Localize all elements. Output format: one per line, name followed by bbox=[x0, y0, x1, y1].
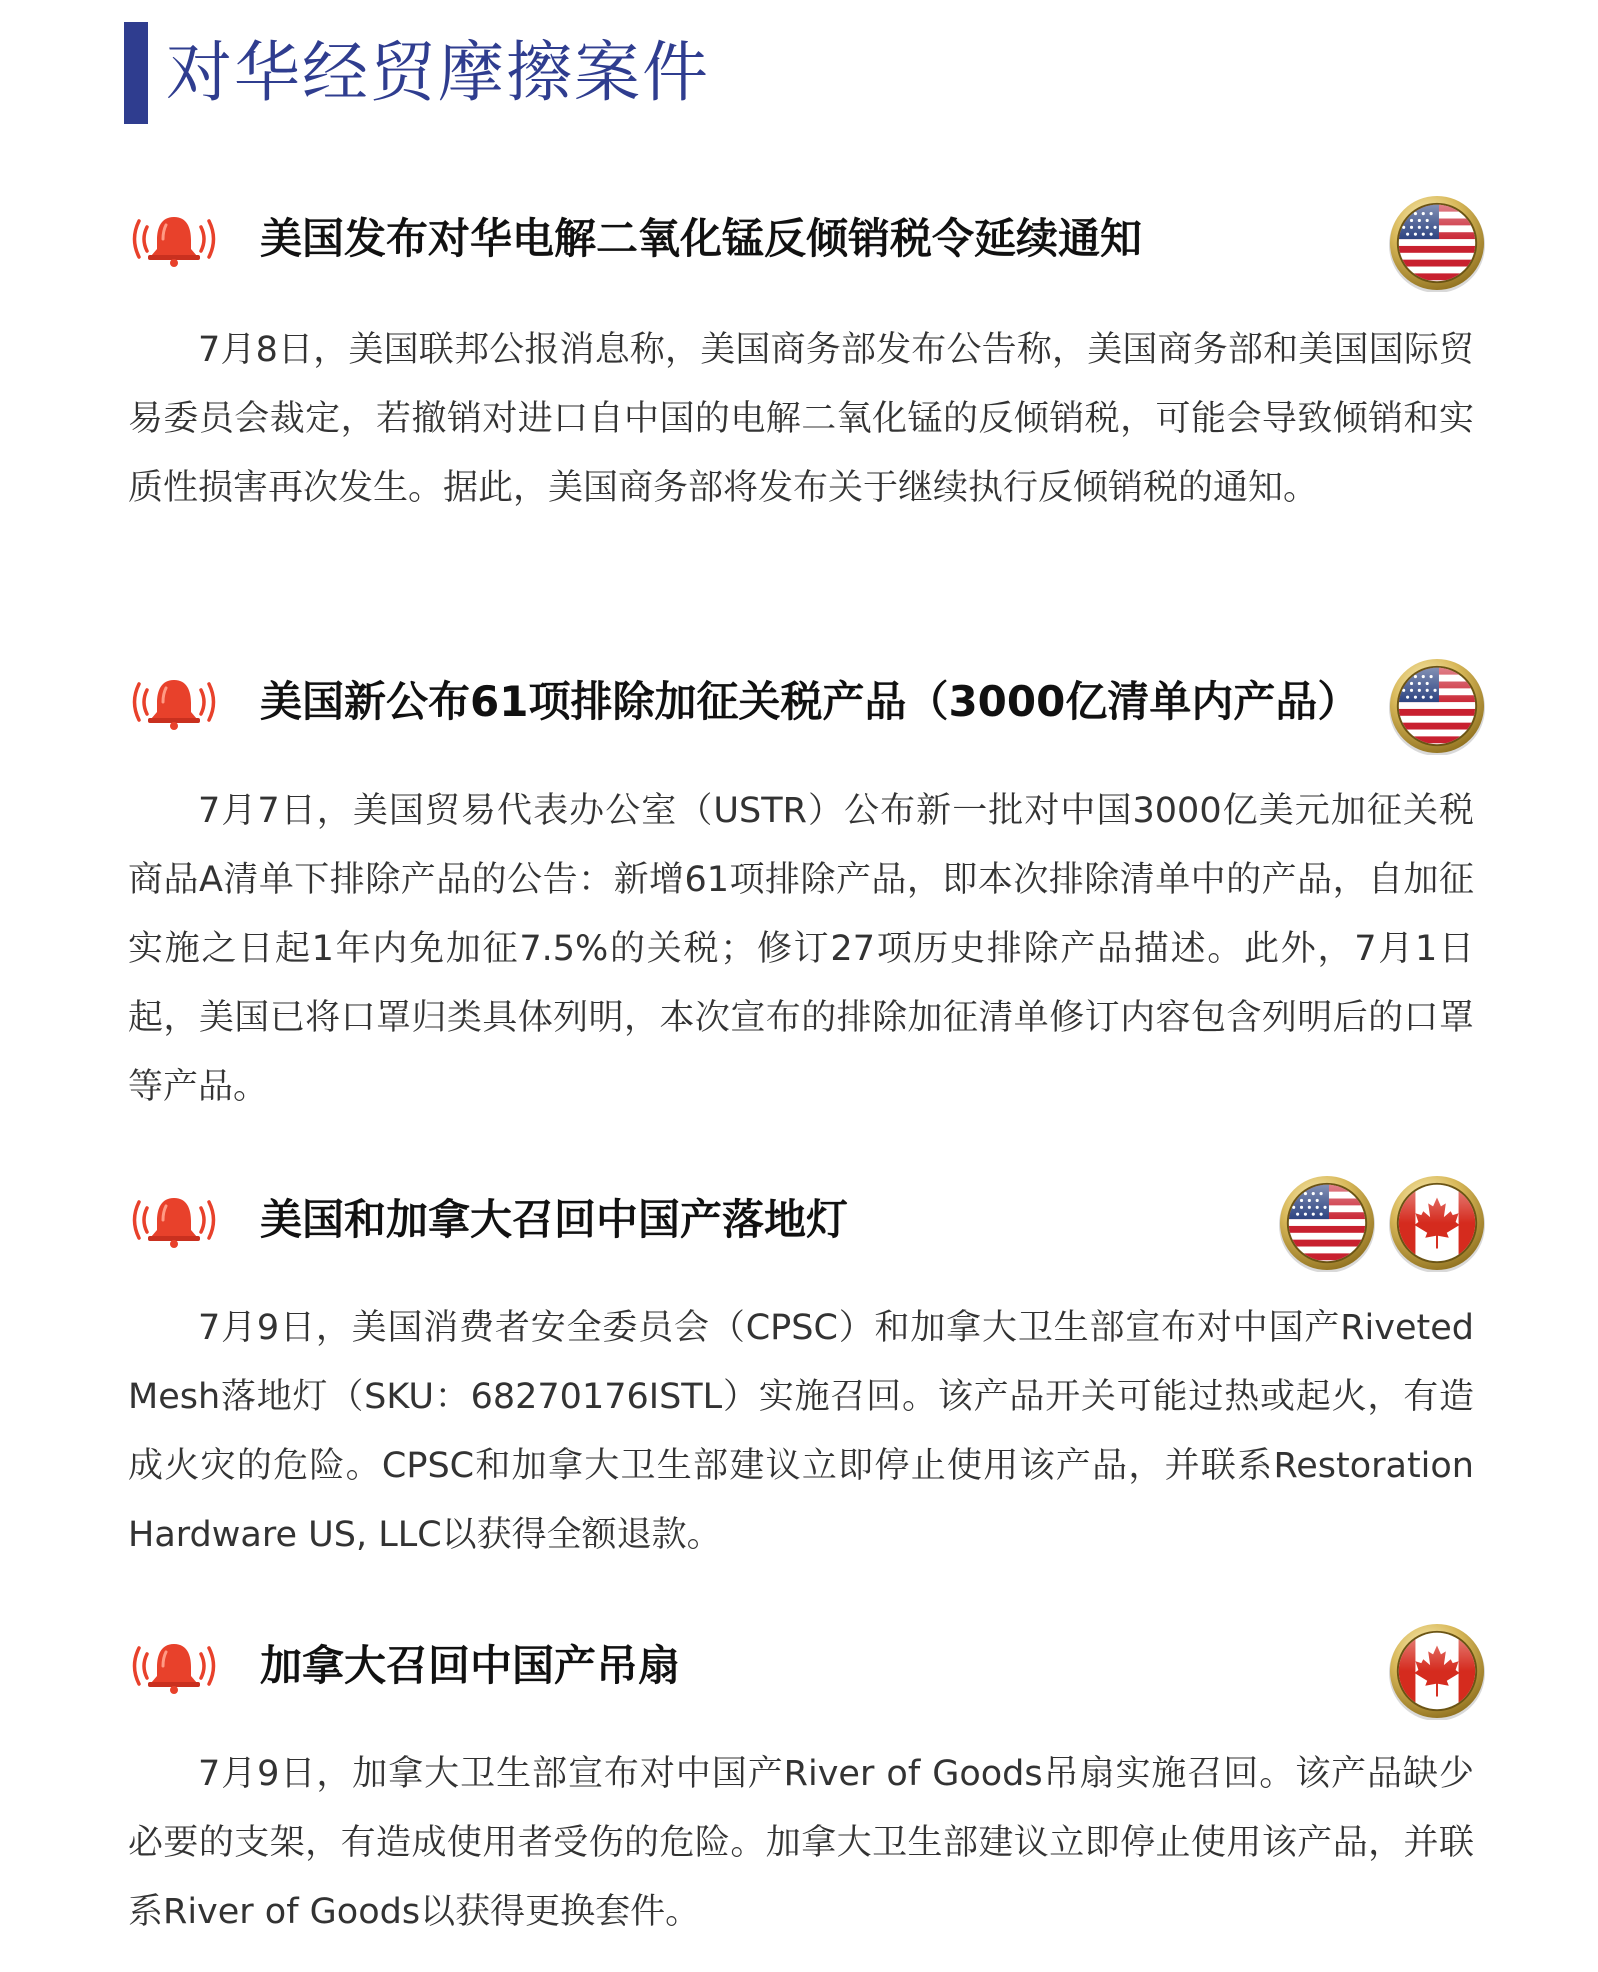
alarm-bell-icon bbox=[126, 211, 222, 267]
article-body: 7月8日，美国联邦公报消息称，美国商务部发布公告称，美国商务部和美国国际贸易委员会裁定，若撤销对进口自中国的电解二氧化锰的反倾销税，可能会导致倾销和实质性损害再次发生。据此，美国商务部将发布关于继续执行反倾销税的通知。 bbox=[128, 330, 1474, 508]
article-headline: 加拿大召回中国产吊扇 bbox=[260, 1641, 681, 1690]
alarm-bell-icon bbox=[126, 674, 222, 730]
canada-flag-icon bbox=[1388, 1622, 1486, 1720]
article-headline: 美国发布对华电解二氧化锰反倾销税令延续通知 bbox=[260, 214, 1143, 263]
article-body: 7月9日，加拿大卫生部宣布对中国产River of Goods吊扇实施召回。该产品缺少必要的支架，有造成使用者受伤的危险。加拿大卫生部建议立即停止使用该产品，并联系River of Goods以获得更换套件。 bbox=[128, 1754, 1474, 1932]
us-flag-icon bbox=[1388, 194, 1486, 292]
accent-bar bbox=[124, 22, 148, 124]
canada-flag-icon bbox=[1388, 1174, 1486, 1272]
article-body: 7月7日，美国贸易代表办公室（USTR）公布新一批对中国3000亿美元加征关税商品A清单下排除产品的公告：新增61项排除产品，即本次排除清单中的产品，自加征实施之日起1年内免加征7.5%的关税；修订27项历史排除产品描述。此外，7月1日起，美国已将口罩归类具体列明，本次宣布的排除加征清单修订内容包含列明后的口罩等产品。 bbox=[128, 791, 1474, 1107]
us-flag-icon bbox=[1278, 1174, 1376, 1272]
article-body: 7月9日，美国消费者安全委员会（CPSC）和加拿大卫生部宣布对中国产Riveted Mesh落地灯（SKU：68270176ISTL）实施召回。该产品开关可能过热或起火，有造成火灾的危险。CPSC和加拿大卫生部建议立即停止使用该产品，并联系Restoration Hardware US, LLC以获得全额退款。 bbox=[128, 1308, 1474, 1555]
alarm-bell-icon bbox=[126, 1638, 222, 1694]
article-headline: 美国新公布61项排除加征关税产品（3000亿清单内产品） bbox=[260, 677, 1360, 726]
us-flag-icon bbox=[1388, 657, 1486, 755]
section-title: 对华经贸摩擦案件 bbox=[166, 34, 710, 111]
alarm-bell-icon bbox=[126, 1192, 222, 1248]
article-headline: 美国和加拿大召回中国产落地灯 bbox=[260, 1195, 849, 1244]
